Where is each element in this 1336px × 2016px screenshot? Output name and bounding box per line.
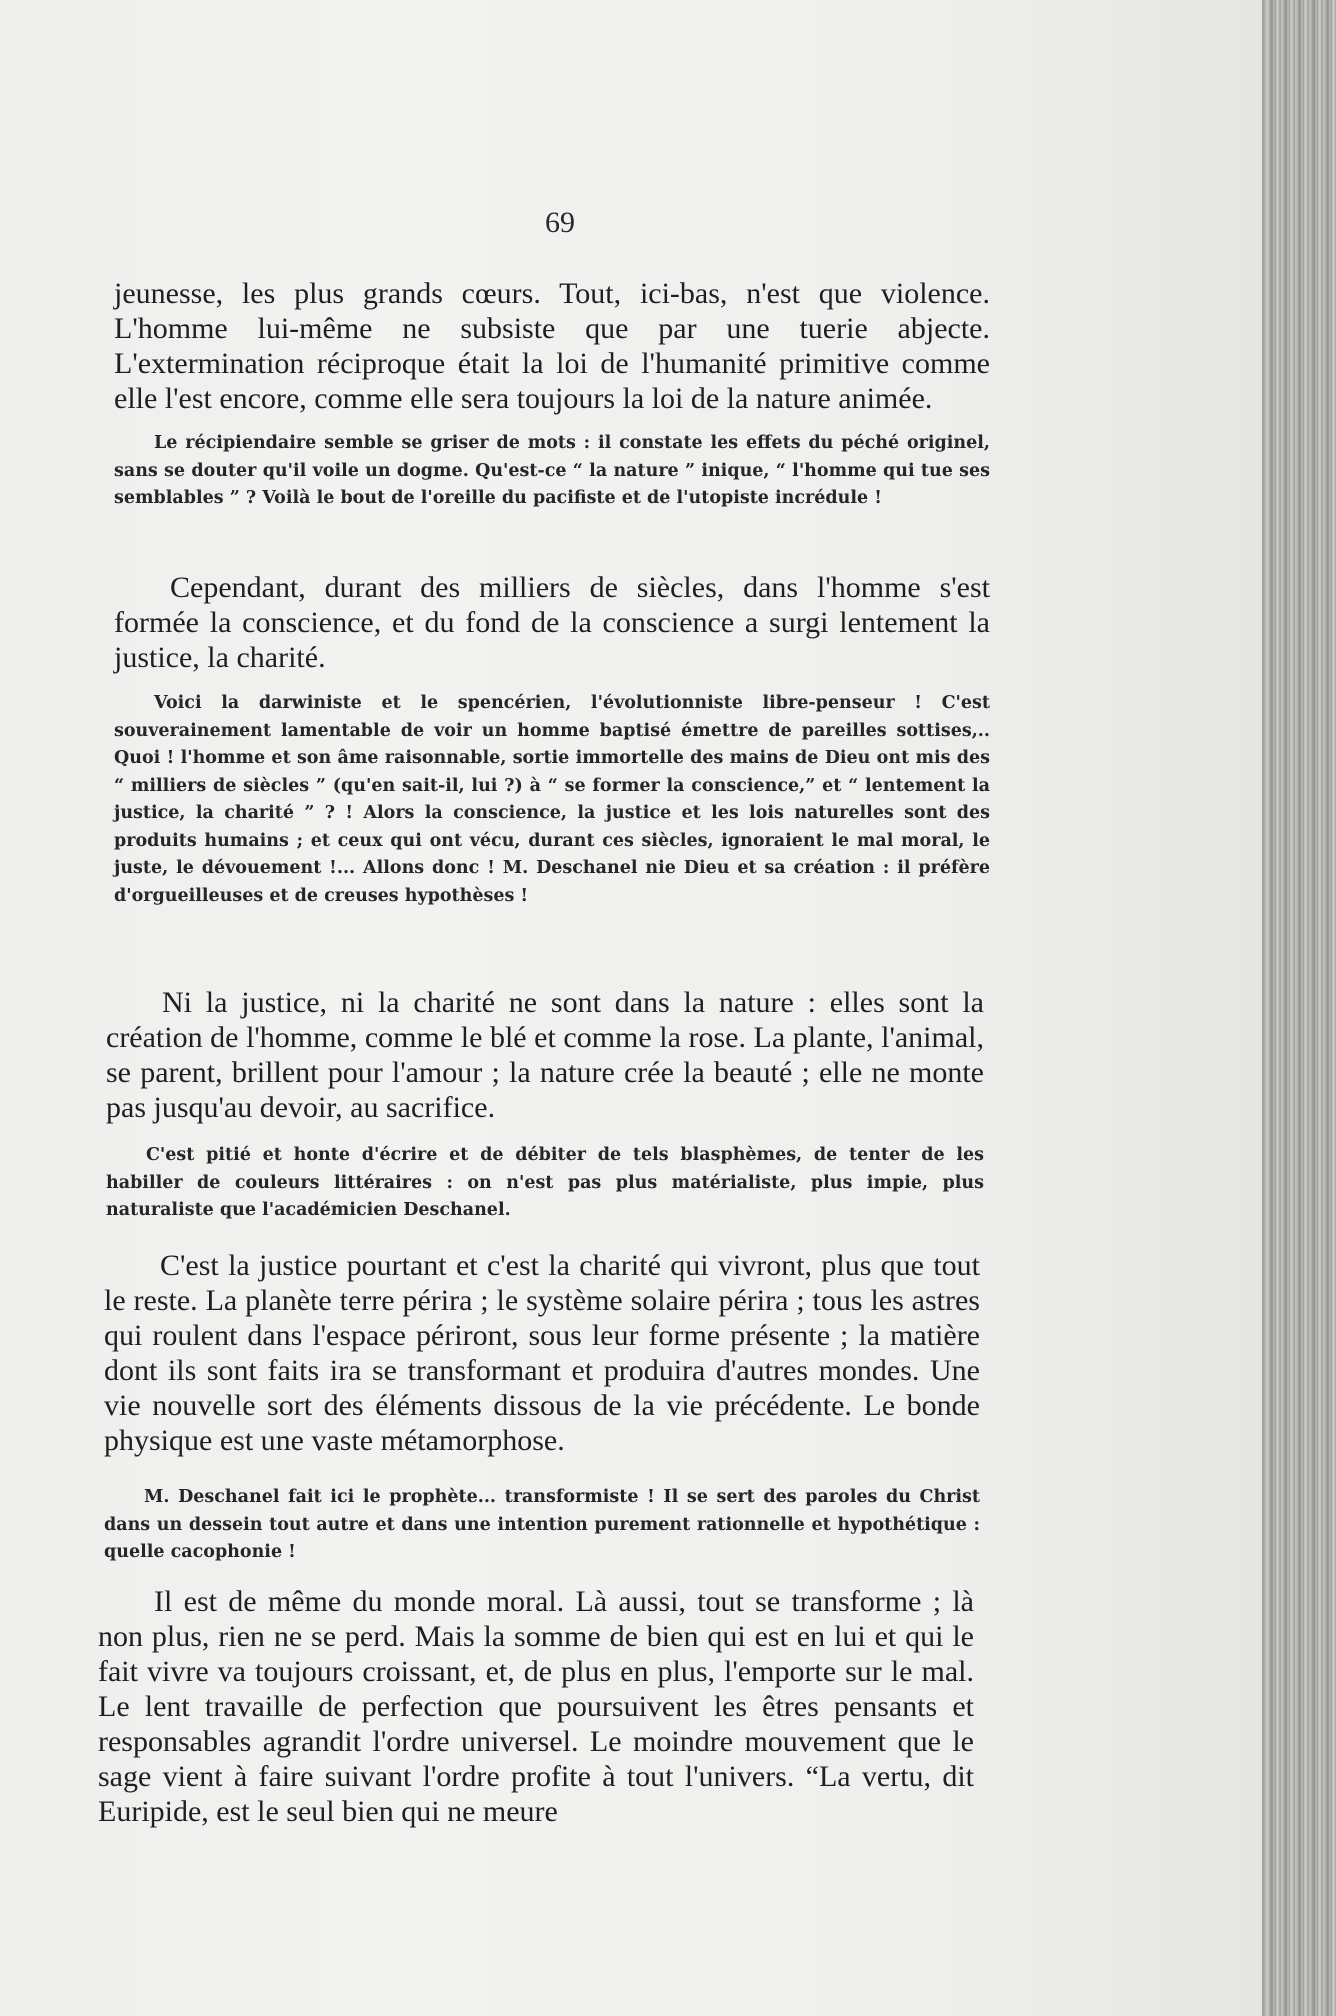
- paragraph-2: Cependant, durant des milliers de siècles, dans l'homme s'est formée la conscience, et du fond de la conscience a surgi lentement la justice, la charité.: [114, 571, 990, 674]
- paragraph-1: jeunesse, les plus grands cœurs. Tout, ici-bas, n'est que violence. L'homme lui-même ne subsiste que par une tuerie abjecte. L'extermination réciproque était la loi de l'humanité primitive comme elle l'est encore, comme elle sera toujours la loi de la nature animée.: [114, 277, 990, 415]
- commentary-note-3: C'est pitié et honte d'écrire et de débiter de tels blasphèmes, de tenter de les habiller de couleurs littéraires : on n'est pas plus matérialiste, plus impie, plus naturaliste que l'académicien Deschanel.: [106, 1145, 984, 1220]
- paragraph-5: Il est de même du monde moral. Là aussi, tout se transforme ; là non plus, rien ne se perd. Mais la somme de bien qui est en lui et qui le fait vivre va toujours croissant, et, de plus en plus, l'emporte sur le mal. Le lent travaille de perfection que poursuivent les êtres pensants et responsables agrandit l'ordre universel. Le moindre mouvement que le sage vient à faire suivant l'ordre profite à tout l'univers. “La vertu, dit Euripide, est le seul bien qui ne meure: [98, 1585, 974, 1828]
- stacked-page-edges: [1262, 0, 1336, 2016]
- paragraph-4: C'est la justice pourtant et c'est la charité qui vivront, plus que tout le reste. La planète terre périra ; le système solaire périra ; tous les astres qui roulent dans l'espace périront, sous leur forme présente ; la matière dont ils sont faits ira se transformant et produira d'autres mondes. Une vie nouvelle sort des éléments dissous de la vie précédente. Le bonde physique est une vaste métamorphose.: [104, 1249, 980, 1457]
- page-number: 69: [545, 206, 575, 239]
- commentary-note-1: Le récipiendaire semble se griser de mots : il constate les effets du péché originel, sans se douter qu'il voile un dogme. Qu'est-ce “ la nature ” inique, “ l'homme qui tue ses semblables ” ? Voilà le bout de l'oreille du pacifiste et de l'utopiste incrédule !: [114, 433, 990, 508]
- commentary-note-4: M. Deschanel fait ici le prophète... transformiste ! Il se sert des paroles du Christ dans un dessein tout autre et dans une intention purement rationnelle et hypothétique : quelle cacophonie !: [104, 1487, 980, 1562]
- paragraph-3: Ni la justice, ni la charité ne sont dans la nature : elles sont la création de l'homme, comme le blé et comme la rose. La plante, l'animal, se parent, brillent pour l'amour ; la nature crée la beauté ; elle ne monte pas jusqu'au devoir, au sacrifice.: [106, 986, 984, 1124]
- commentary-note-2: Voici la darwiniste et le spencérien, l'évolutionniste libre-penseur ! C'est souverainement lamentable de voir un homme baptisé émettre de pareilles sottises,.. Quoi ! l'homme et son âme raisonnable, sortie immortelle des mains de Dieu ont mis des “ milliers de siècles ” (qu'en sait-il, lui ?) à “ se former la conscience,” et “ lentement la justice, la charité ” ? ! Alors la conscience, la justice et les lois naturelles sont des produits humains ; et ceux qui ont vécu, durant ces siècles, ignoraient le mal moral, le juste, le dévouement !... Allons donc ! M. Deschanel nie Dieu et sa création : il préfère d'orgueilleuses et de creuses hypothèses !: [114, 693, 990, 906]
